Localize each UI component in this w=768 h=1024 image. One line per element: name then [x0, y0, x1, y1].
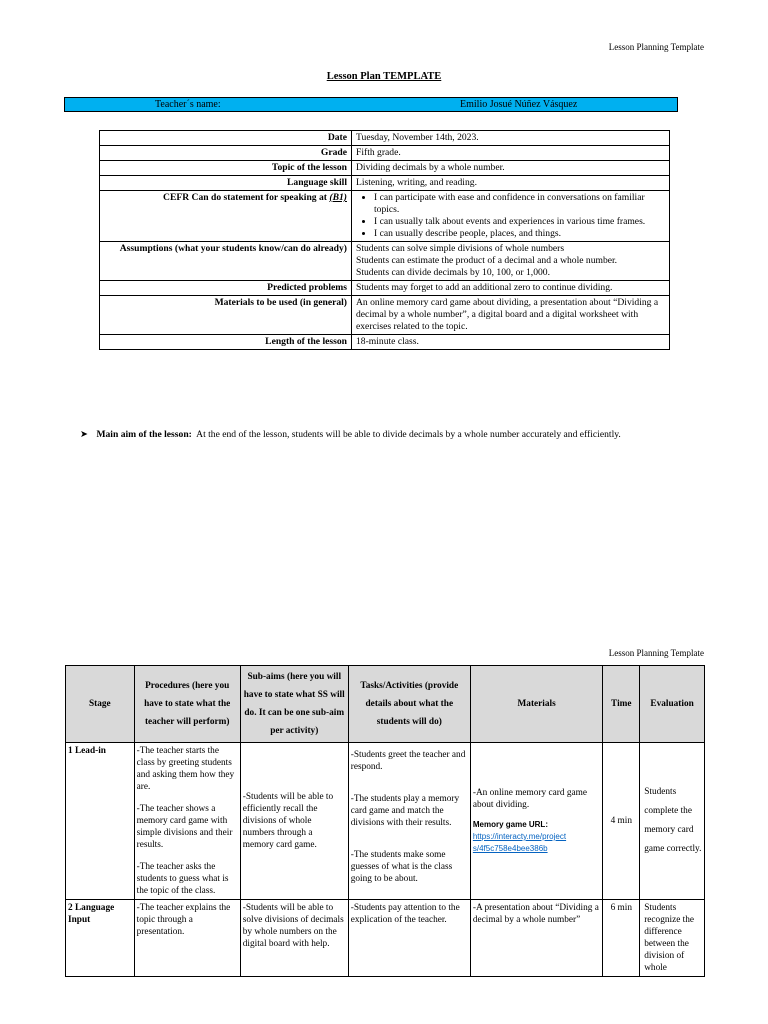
info-row-assumptions — [100, 242, 670, 281]
task-item: -The students play a memory card game and match the divisions with their results. — [350, 794, 460, 828]
problems-label: Predicted problems — [100, 281, 352, 296]
col-evaluation: Evaluation — [640, 666, 705, 743]
cefr-label: CEFR Can do statement for speaking at (B1) — [100, 191, 352, 242]
assumption-line: Students can solve simple divisions of whole numbers — [356, 243, 565, 254]
info-row-length — [100, 335, 670, 350]
task-item: -Students greet the teacher and respond. — [350, 750, 466, 772]
page-header: Lesson Planning Template — [608, 648, 704, 658]
materials-cell — [470, 743, 603, 900]
stage-cell: 2 Language Input — [66, 900, 135, 977]
table-row — [66, 900, 705, 977]
materials-cell: -A presentation about “Dividing a decimal by a whole number” — [470, 900, 603, 977]
procedures-cell — [134, 900, 240, 977]
memory-game-link[interactable]: https://interacty.me/projects/4f5c758e4bee386b — [472, 832, 567, 853]
info-row-topic — [100, 161, 670, 176]
materials-value: An online memory card game about dividing, a presentation about “Dividing a decimal by a whole number”, a digital board and a digital worksheet with exercises related to the topic. — [352, 296, 670, 335]
lesson-plan-table — [65, 665, 705, 977]
lesson-info-table — [99, 130, 670, 350]
procedure-item: -The teacher starts the class by greeting students and asking them how they are. — [136, 746, 235, 792]
col-stage: Stage — [66, 666, 135, 743]
subaim-cell: -Students will be able to efficiently recall the divisions of whole numbers through a memory card game. — [240, 743, 348, 900]
table-row — [66, 743, 705, 900]
teacher-name-label: Teacher´s name: — [155, 99, 221, 110]
teacher-name-bar — [64, 97, 678, 112]
grade-label: Grade — [100, 146, 352, 161]
info-row-materials — [100, 296, 670, 335]
materials-text: -An online memory card game about dividing. — [472, 788, 587, 810]
date-value: Tuesday, November 14th, 2023. — [352, 131, 670, 146]
length-label: Length of the lesson — [100, 335, 352, 350]
materials-label: Materials to be used (in general) — [100, 296, 352, 335]
cefr-item: • I can usually talk about events and experiences in various time frames. — [374, 216, 665, 228]
col-procedures: Procedures (here you have to state what the teacher will perform) — [134, 666, 240, 743]
task-item: -Students pay attention to the explication of the teacher. — [350, 903, 460, 925]
time-cell: 6 min — [603, 900, 640, 977]
assumption-line: Students can divide decimals by 10, 100, or 1,000. — [356, 267, 550, 278]
info-row-cefr — [100, 191, 670, 242]
assumptions-value — [352, 242, 670, 281]
topic-label: Topic of the lesson — [100, 161, 352, 176]
tasks-cell — [348, 900, 470, 977]
cefr-level: (B1) — [329, 192, 347, 203]
procedure-item: -The teacher asks the students to guess what is the topic of the class. — [136, 862, 229, 896]
info-row-skill — [100, 176, 670, 191]
page-header: Lesson Planning Template — [608, 42, 704, 52]
main-aim-label: Main aim of the lesson: — [96, 429, 192, 440]
cefr-item: • I can participate with ease and confidence in conversations on familiar topics. — [374, 192, 665, 216]
stage-cell: 1 Lead-in — [66, 743, 135, 900]
procedure-item: -The teacher explains the topic through a presentation. — [136, 903, 231, 937]
col-subaims: Sub-aims (here you will have to state what SS will do. It can be one sub-aim per activity) — [240, 666, 348, 743]
procedure-item: -The teacher shows a memory card game with simple divisions and their results. — [136, 804, 233, 850]
col-materials: Materials — [470, 666, 603, 743]
length-value: 18-minute class. — [352, 335, 670, 350]
skill-value: Listening, writing, and reading. — [352, 176, 670, 191]
date-label: Date — [100, 131, 352, 146]
task-item: -The students make some guesses of what is the class going to be about. — [350, 850, 453, 884]
arrow-bullet-icon: ➤ — [80, 429, 89, 440]
cefr-statements — [352, 191, 670, 242]
teacher-name-value: Emilio Josué Núñez Vásquez — [460, 99, 578, 110]
evaluation-cell: Students recognize the difference between the division of whole — [640, 900, 705, 977]
procedures-cell — [134, 743, 240, 900]
col-time: Time — [603, 666, 640, 743]
info-row-date — [100, 131, 670, 146]
memory-game-url-label: Memory game URL: — [472, 820, 548, 829]
subaim-cell: -Students will be able to solve divisions of decimals by whole numbers on the digital board with help. — [240, 900, 348, 977]
time-cell: 4 min — [603, 743, 640, 900]
info-row-problems — [100, 281, 670, 296]
evaluation-cell: Students complete the memory card game correctly. — [640, 743, 705, 900]
grade-value: Fifth grade. — [352, 146, 670, 161]
skill-label: Language skill — [100, 176, 352, 191]
tasks-cell — [348, 743, 470, 900]
page-title: Lesson Plan TEMPLATE — [326, 71, 442, 82]
plan-header-row — [66, 666, 705, 743]
assumptions-label: Assumptions (what your students know/can do already) — [100, 242, 352, 281]
col-tasks: Tasks/Activities (provide details about what the students will do) — [348, 666, 470, 743]
cefr-item: • I can usually describe people, places, and things. — [374, 228, 665, 240]
topic-value: Dividing decimals by a whole number. — [352, 161, 670, 176]
main-aim-text: At the end of the lesson, students will be able to divide decimals by a whole number accurately and efficiently. — [196, 429, 621, 440]
problems-value: Students may forget to add an additional zero to continue dividing. — [352, 281, 670, 296]
main-aim — [80, 429, 621, 440]
assumption-line: Students can estimate the product of a decimal and a whole number. — [356, 255, 618, 266]
cefr-list — [356, 192, 665, 240]
info-row-grade — [100, 146, 670, 161]
